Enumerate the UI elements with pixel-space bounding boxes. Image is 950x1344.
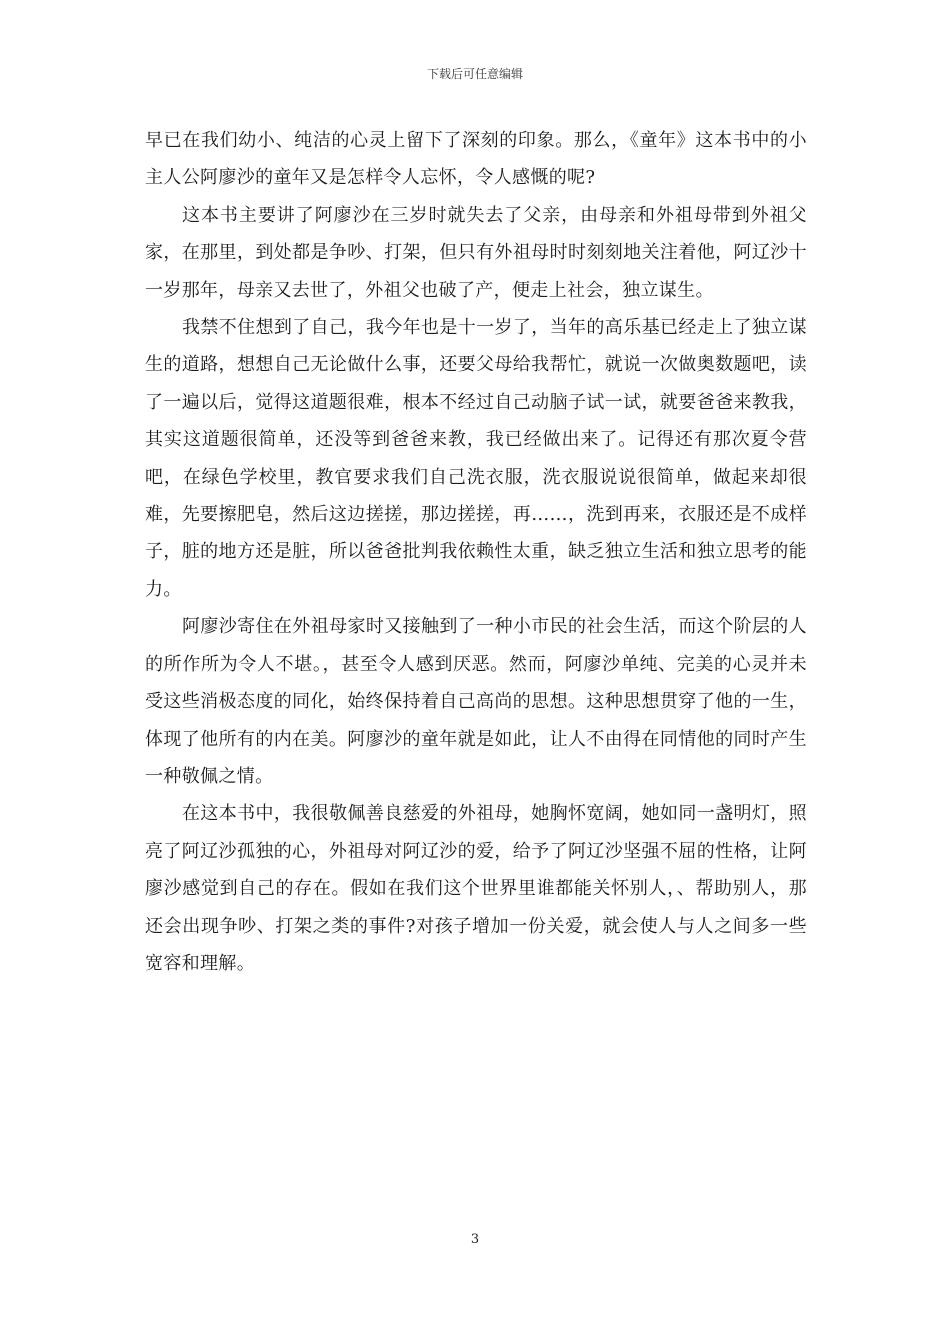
page-number: 3 bbox=[470, 1232, 480, 1247]
document-body bbox=[145, 122, 807, 982]
paragraph-2: 这本书主要讲了阿廖沙在三岁时就失去了父亲，由母亲和外祖母带到外祖父家，在那里，到处都是争吵、打架，但只有外祖母时时刻刻地关注着他，阿辽沙十一岁那年，母亲又去世了，外祖父也破了产，便走上社会，独立谋生。 bbox=[145, 204, 807, 301]
paragraph-4: 阿廖沙寄住在外祖母家时又接触到了一种小市民的社会生活，而这个阶层的人的所作所为令人不堪。，甚至令人感到厌恶。然而，阿廖沙单纯、完美的心灵并未受这些消极态度的同化，始终保持着自己高尚的思想。这种思想贯穿了他的一生，体现了他所有的内在美。阿廖沙的童年就是如此，让人不由得在同情他的同时产生一种敬佩之情。 bbox=[145, 616, 807, 787]
paragraph-3: 我禁不住想到了自己，我今年也是十一岁了，当年的高乐基已经走上了独立谋生的道路，想想自己无论做什么事，还要父母给我帮忙，就说一次做奥数题吧，读了一遍以后，觉得这道题很难，根本不经过自己动脑子试一试，就要爸爸来教我，其实这道题很简单，还没等到爸爸来教，我已经做出来了。记得还有那次夏令营吧，在绿色学校里，教官要求我们自己洗衣服，洗衣服说说很简单，做起来却很难，先要擦肥皂，然后这边搓搓，那边搓搓，再……，洗到再来，衣服还是不成样子，脏的地方还是脏，所以爸爸批判我依赖性太重，缺乏独立生活和独立思考的能力。 bbox=[145, 317, 807, 600]
paragraph-5: 在这本书中，我很敬佩善良慈爱的外祖母，她胸怀宽阔，她如同一盏明灯，照亮了阿辽沙孤独的心，外祖母对阿辽沙的爱，给予了阿辽沙坚强不屈的性格，让阿廖沙感觉到自己的存在。假如在我们这个世界里谁都能关怀别人，、帮助别人，那还会出现争吵、打架之类的事件?对孩子增加一份关爱，就会使人与人之间多一些宽容和理解。 bbox=[145, 803, 807, 974]
page-header: 下载后可任意编辑 bbox=[426, 67, 523, 81]
paragraph-1: 早已在我们幼小、纯洁的心灵上留下了深刻的印象。那么，《童年》这本书中的小主人公阿廖沙的童年又是怎样令人忘怀，令人感慨的呢? bbox=[145, 130, 807, 189]
